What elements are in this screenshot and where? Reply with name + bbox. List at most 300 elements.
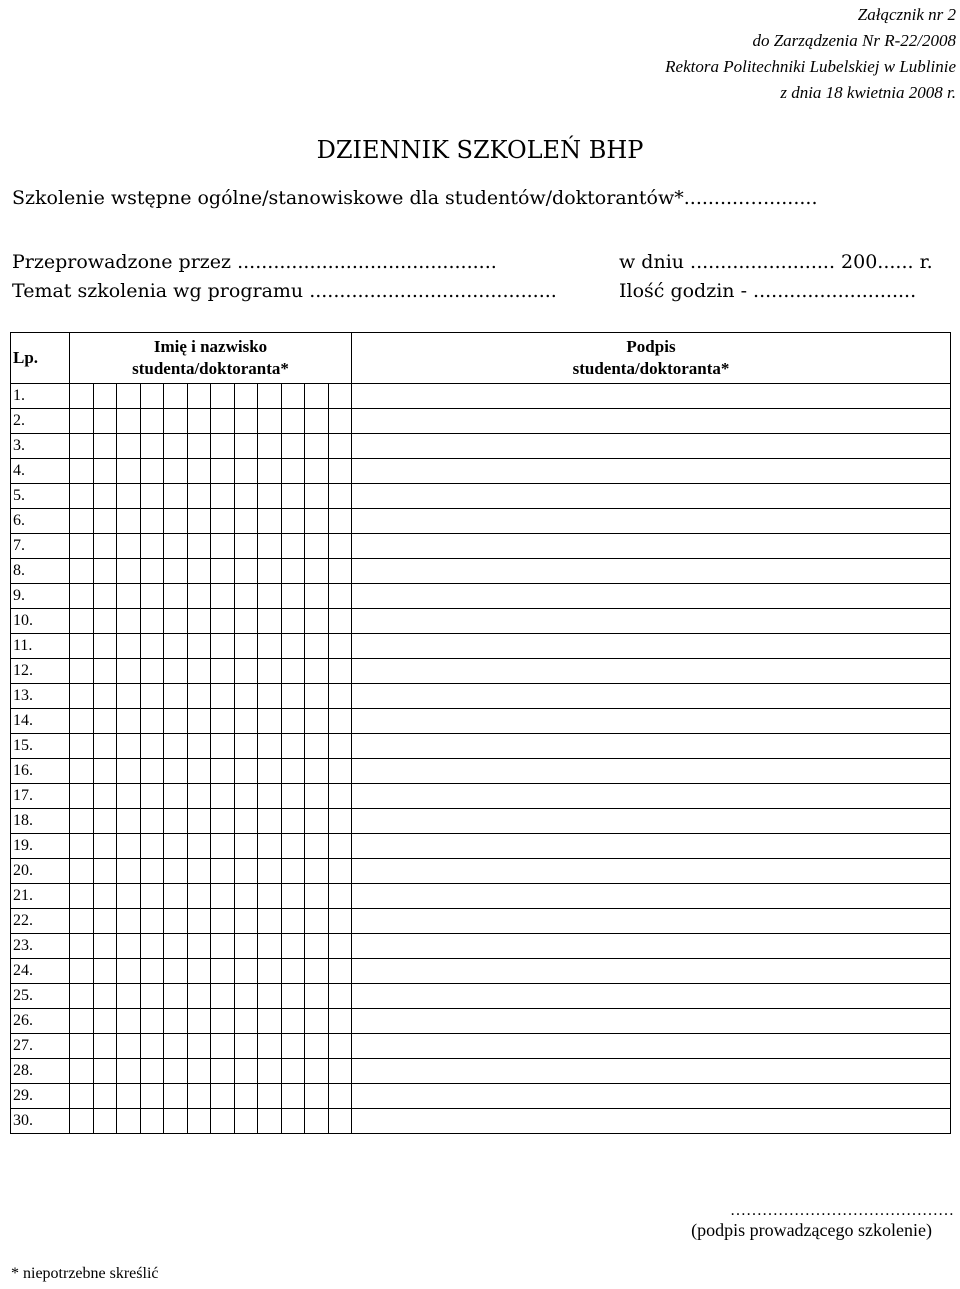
name-cell: [70, 384, 94, 409]
name-cell: [93, 459, 117, 484]
name-cell: [70, 734, 94, 759]
name-cell: [164, 459, 188, 484]
name-cell: [187, 459, 211, 484]
name-cell: [305, 1009, 329, 1034]
name-cell: [328, 409, 352, 434]
table-row: [11, 884, 951, 909]
name-cell: [211, 459, 235, 484]
name-cell: [305, 409, 329, 434]
name-cell: [117, 809, 141, 834]
name-cell: [305, 934, 329, 959]
row-number: 9.: [11, 584, 70, 609]
name-cell: [305, 484, 329, 509]
name-cell: [164, 1034, 188, 1059]
name-cell: [234, 734, 258, 759]
name-cell: [164, 934, 188, 959]
table-row: [11, 1084, 951, 1109]
name-cell: [281, 434, 305, 459]
table-row: [11, 734, 951, 759]
name-cell: [258, 559, 282, 584]
name-cell: [328, 1009, 352, 1034]
name-cell: [117, 634, 141, 659]
name-cell: [211, 934, 235, 959]
name-cell: [70, 659, 94, 684]
table-row: [11, 434, 951, 459]
name-cell: [328, 784, 352, 809]
name-cell: [164, 909, 188, 934]
signature-cell: [352, 759, 951, 784]
row-number: 27.: [11, 1034, 70, 1059]
name-cell: [93, 684, 117, 709]
name-cell: [140, 1009, 164, 1034]
signature-cell: [352, 984, 951, 1009]
name-cell: [93, 1034, 117, 1059]
name-cell: [234, 709, 258, 734]
name-cell: [187, 834, 211, 859]
name-cell: [140, 809, 164, 834]
name-cell: [140, 684, 164, 709]
attendance-table: [10, 332, 951, 1134]
name-cell: [117, 1009, 141, 1034]
name-cell: [93, 1109, 117, 1134]
name-cell: [234, 1034, 258, 1059]
name-cell: [164, 384, 188, 409]
name-cell: [258, 584, 282, 609]
name-cell: [140, 934, 164, 959]
name-cell: [328, 1109, 352, 1134]
name-cell: [117, 434, 141, 459]
name-cell: [234, 934, 258, 959]
row-number: 8.: [11, 559, 70, 584]
name-cell: [281, 459, 305, 484]
row-number: 28.: [11, 1059, 70, 1084]
name-cell: [328, 384, 352, 409]
name-cell: [305, 984, 329, 1009]
name-cell: [305, 434, 329, 459]
name-cell: [164, 1059, 188, 1084]
column-header-name-line2: studenta/doktoranta*: [132, 359, 289, 378]
name-cell: [187, 1109, 211, 1134]
name-cell: [281, 759, 305, 784]
name-cell: [140, 1109, 164, 1134]
hours-field: Ilość godzin - ...........................: [619, 280, 917, 302]
signature-cell: [352, 1109, 951, 1134]
name-cell: [187, 1084, 211, 1109]
name-cell: [234, 759, 258, 784]
annex-line-1: Załącznik nr 2: [857, 5, 956, 24]
name-cell: [328, 559, 352, 584]
name-cell: [117, 659, 141, 684]
name-cell: [281, 684, 305, 709]
name-cell: [281, 984, 305, 1009]
name-cell: [258, 1084, 282, 1109]
table-row: [11, 859, 951, 884]
table-row: [11, 409, 951, 434]
name-cell: [117, 1109, 141, 1134]
name-cell: [117, 684, 141, 709]
row-number: 23.: [11, 934, 70, 959]
name-cell: [187, 859, 211, 884]
name-cell: [93, 584, 117, 609]
name-cell: [70, 759, 94, 784]
signature-cell: [352, 584, 951, 609]
name-cell: [70, 884, 94, 909]
name-cell: [281, 834, 305, 859]
name-cell: [117, 984, 141, 1009]
name-cell: [258, 409, 282, 434]
table-row: [11, 984, 951, 1009]
name-cell: [93, 434, 117, 459]
name-cell: [70, 959, 94, 984]
name-cell: [117, 884, 141, 909]
name-cell: [258, 959, 282, 984]
name-cell: [164, 984, 188, 1009]
name-cell: [164, 634, 188, 659]
table-row: [11, 1109, 951, 1134]
name-cell: [305, 909, 329, 934]
name-cell: [305, 634, 329, 659]
name-cell: [117, 959, 141, 984]
name-cell: [211, 1109, 235, 1134]
name-cell: [305, 759, 329, 784]
name-cell: [234, 634, 258, 659]
name-cell: [140, 759, 164, 784]
table-row: [11, 1009, 951, 1034]
table-row: [11, 584, 951, 609]
name-cell: [93, 1009, 117, 1034]
name-cell: [187, 1034, 211, 1059]
name-cell: [281, 1059, 305, 1084]
name-cell: [70, 434, 94, 459]
row-number: 24.: [11, 959, 70, 984]
name-cell: [70, 1034, 94, 1059]
name-cell: [164, 784, 188, 809]
name-cell: [305, 659, 329, 684]
name-cell: [211, 859, 235, 884]
name-cell: [234, 534, 258, 559]
name-cell: [234, 584, 258, 609]
name-cell: [93, 834, 117, 859]
name-cell: [117, 509, 141, 534]
name-cell: [140, 859, 164, 884]
name-cell: [211, 409, 235, 434]
name-cell: [187, 809, 211, 834]
name-cell: [258, 534, 282, 559]
name-cell: [328, 909, 352, 934]
table-row: [11, 459, 951, 484]
name-cell: [234, 659, 258, 684]
name-cell: [187, 1059, 211, 1084]
name-cell: [70, 484, 94, 509]
row-number: 21.: [11, 884, 70, 909]
name-cell: [164, 1009, 188, 1034]
name-cell: [258, 684, 282, 709]
name-cell: [70, 784, 94, 809]
name-cell: [305, 1109, 329, 1134]
name-cell: [305, 884, 329, 909]
row-number: 2.: [11, 409, 70, 434]
signature-cell: [352, 409, 951, 434]
name-cell: [93, 884, 117, 909]
name-cell: [305, 709, 329, 734]
table-row: [11, 784, 951, 809]
name-cell: [234, 784, 258, 809]
table-row: [11, 684, 951, 709]
name-cell: [328, 834, 352, 859]
name-cell: [117, 584, 141, 609]
name-cell: [211, 909, 235, 934]
name-cell: [93, 759, 117, 784]
signature-cell: [352, 1009, 951, 1034]
name-cell: [164, 809, 188, 834]
name-cell: [93, 909, 117, 934]
name-cell: [281, 1009, 305, 1034]
signature-cell: [352, 1034, 951, 1059]
name-cell: [234, 1009, 258, 1034]
name-cell: [281, 884, 305, 909]
signature-cell: [352, 784, 951, 809]
name-cell: [328, 759, 352, 784]
name-cell: [234, 1084, 258, 1109]
name-cell: [328, 934, 352, 959]
topic-field: Temat szkolenia wg programu .........................................: [12, 280, 557, 302]
document-title: DZIENNIK SZKOLEŃ BHP: [316, 136, 644, 164]
row-number: 19.: [11, 834, 70, 859]
name-cell: [187, 584, 211, 609]
table-row: [11, 659, 951, 684]
name-cell: [305, 834, 329, 859]
name-cell: [93, 509, 117, 534]
name-cell: [70, 909, 94, 934]
name-cell: [281, 1084, 305, 1109]
name-cell: [234, 1109, 258, 1134]
signature-label: (podpis prowadzącego szkolenie): [691, 1220, 932, 1240]
name-cell: [234, 434, 258, 459]
name-cell: [187, 784, 211, 809]
name-cell: [70, 1084, 94, 1109]
name-cell: [117, 609, 141, 634]
signature-cell: [352, 909, 951, 934]
signature-cell: [352, 1084, 951, 1109]
signature-cell: [352, 859, 951, 884]
signature-cell: [352, 959, 951, 984]
name-cell: [234, 984, 258, 1009]
name-cell: [70, 409, 94, 434]
name-cell: [211, 734, 235, 759]
name-cell: [328, 434, 352, 459]
name-cell: [117, 484, 141, 509]
name-cell: [140, 609, 164, 634]
table-row: [11, 609, 951, 634]
name-cell: [281, 609, 305, 634]
name-cell: [70, 609, 94, 634]
row-number: 1.: [11, 384, 70, 409]
name-cell: [305, 384, 329, 409]
name-cell: [117, 909, 141, 934]
name-cell: [187, 1009, 211, 1034]
name-cell: [140, 459, 164, 484]
name-cell: [234, 834, 258, 859]
table-row: [11, 809, 951, 834]
name-cell: [211, 609, 235, 634]
name-cell: [140, 534, 164, 559]
signature-cell: [352, 684, 951, 709]
column-header-lp: Lp.: [11, 333, 70, 384]
name-cell: [305, 1059, 329, 1084]
name-cell: [140, 434, 164, 459]
name-cell: [328, 484, 352, 509]
name-cell: [328, 859, 352, 884]
signature-cell: [352, 834, 951, 859]
table-row: [11, 559, 951, 584]
name-cell: [305, 784, 329, 809]
name-cell: [93, 634, 117, 659]
name-cell: [328, 459, 352, 484]
name-cell: [140, 659, 164, 684]
name-cell: [305, 734, 329, 759]
row-number: 25.: [11, 984, 70, 1009]
name-cell: [93, 409, 117, 434]
name-cell: [328, 684, 352, 709]
name-cell: [258, 384, 282, 409]
row-number: 6.: [11, 509, 70, 534]
name-cell: [281, 584, 305, 609]
name-cell: [70, 984, 94, 1009]
name-cell: [70, 1009, 94, 1034]
name-cell: [258, 1059, 282, 1084]
name-cell: [328, 534, 352, 559]
name-cell: [211, 1084, 235, 1109]
name-cell: [93, 959, 117, 984]
table-row: [11, 484, 951, 509]
name-cell: [305, 534, 329, 559]
signature-cell: [352, 459, 951, 484]
name-cell: [305, 809, 329, 834]
signature-cell: [352, 934, 951, 959]
name-cell: [187, 934, 211, 959]
signature-cell: [352, 509, 951, 534]
row-number: 4.: [11, 459, 70, 484]
name-cell: [234, 409, 258, 434]
name-cell: [211, 1034, 235, 1059]
row-number: 10.: [11, 609, 70, 634]
name-cell: [117, 1059, 141, 1084]
name-cell: [234, 459, 258, 484]
name-cell: [211, 484, 235, 509]
name-cell: [117, 384, 141, 409]
name-cell: [281, 809, 305, 834]
annex-line-4: z dnia 18 kwietnia 2008 r.: [780, 83, 956, 102]
column-header-signature-line1: Podpis: [626, 337, 676, 356]
name-cell: [328, 509, 352, 534]
name-cell: [140, 1034, 164, 1059]
name-cell: [164, 509, 188, 534]
name-cell: [187, 659, 211, 684]
name-cell: [211, 659, 235, 684]
name-cell: [234, 859, 258, 884]
training-type: Szkolenie wstępne ogólne/stanowiskowe dla studentów/doktorantów*..........….........: [12, 187, 818, 209]
name-cell: [117, 784, 141, 809]
name-cell: [258, 634, 282, 659]
row-number: 20.: [11, 859, 70, 884]
table-row: [11, 1059, 951, 1084]
name-cell: [187, 909, 211, 934]
name-cell: [70, 584, 94, 609]
name-cell: [211, 809, 235, 834]
name-cell: [281, 659, 305, 684]
name-cell: [187, 384, 211, 409]
row-number: 22.: [11, 909, 70, 934]
name-cell: [211, 1059, 235, 1084]
name-cell: [164, 709, 188, 734]
name-cell: [93, 384, 117, 409]
signature-cell: [352, 484, 951, 509]
signature-cell: [352, 559, 951, 584]
table-row: [11, 934, 951, 959]
name-cell: [211, 884, 235, 909]
name-cell: [164, 959, 188, 984]
name-cell: [140, 909, 164, 934]
name-cell: [117, 559, 141, 584]
name-cell: [117, 459, 141, 484]
name-cell: [258, 884, 282, 909]
name-cell: [281, 784, 305, 809]
name-cell: [117, 934, 141, 959]
name-cell: [164, 659, 188, 684]
name-cell: [258, 459, 282, 484]
name-cell: [93, 559, 117, 584]
name-cell: [211, 634, 235, 659]
name-cell: [164, 559, 188, 584]
name-cell: [211, 534, 235, 559]
name-cell: [258, 709, 282, 734]
name-cell: [140, 509, 164, 534]
name-cell: [164, 484, 188, 509]
name-cell: [117, 759, 141, 784]
name-cell: [164, 834, 188, 859]
name-cell: [164, 684, 188, 709]
name-cell: [187, 509, 211, 534]
name-cell: [305, 609, 329, 634]
signature-cell: [352, 434, 951, 459]
name-cell: [211, 559, 235, 584]
name-cell: [93, 809, 117, 834]
name-cell: [305, 959, 329, 984]
name-cell: [70, 559, 94, 584]
signature-cell: [352, 709, 951, 734]
name-cell: [140, 784, 164, 809]
name-cell: [328, 734, 352, 759]
name-cell: [305, 509, 329, 534]
name-cell: [140, 984, 164, 1009]
name-cell: [211, 709, 235, 734]
name-cell: [164, 434, 188, 459]
name-cell: [281, 484, 305, 509]
name-cell: [70, 509, 94, 534]
name-cell: [187, 609, 211, 634]
name-cell: [93, 534, 117, 559]
row-number: 14.: [11, 709, 70, 734]
name-cell: [281, 1109, 305, 1134]
row-number: 7.: [11, 534, 70, 559]
name-cell: [117, 709, 141, 734]
name-cell: [328, 1034, 352, 1059]
name-cell: [258, 484, 282, 509]
name-cell: [328, 809, 352, 834]
name-cell: [328, 1084, 352, 1109]
column-header-signature: [352, 333, 951, 384]
date-field: w dniu ........................ 200...... r.: [619, 251, 933, 273]
